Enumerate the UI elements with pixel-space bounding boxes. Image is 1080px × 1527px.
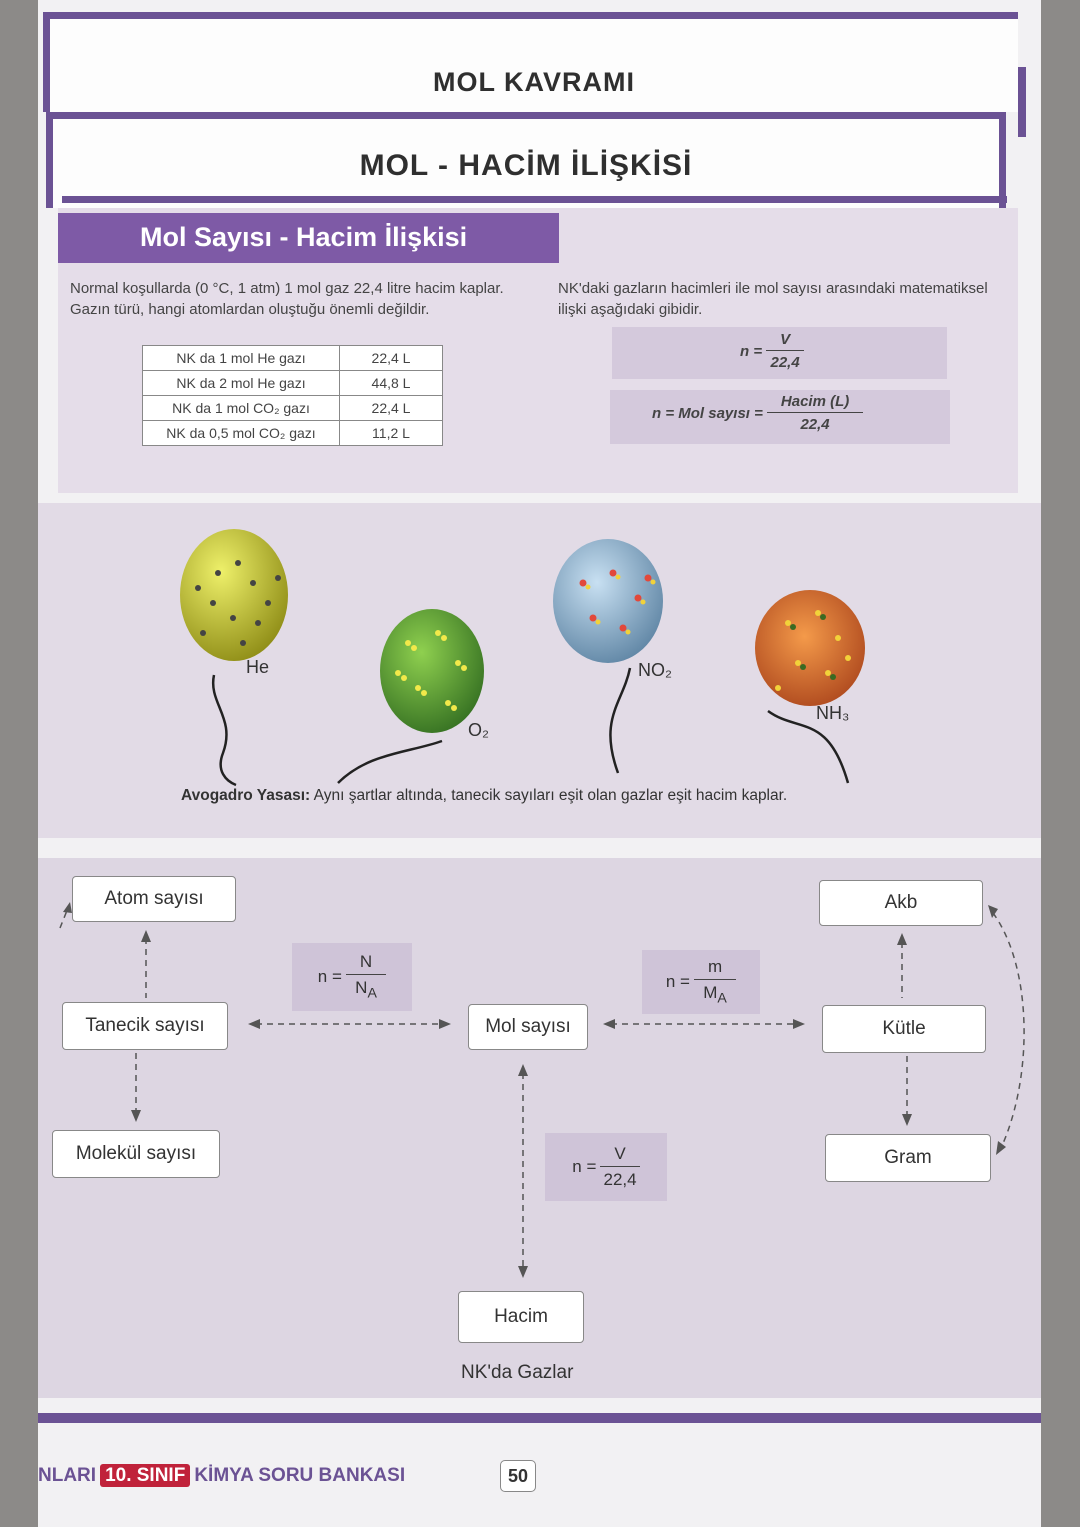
label-no2: NO₂: [638, 660, 672, 680]
balloon-he: [180, 529, 288, 785]
avogadro-law: Avogadro Yasası: Aynı şartlar altında, tanecik sayıları eşit olan gazlar eşit hacim kaplar.: [181, 787, 788, 804]
formula-n-V: n = $\frac{V}{22,4}$: [545, 1133, 667, 1201]
table-row: NK da 1 mol CO₂ gazı 22,4 L: [143, 396, 443, 421]
balloon-o2: [338, 609, 484, 783]
paragraph-right: NK'daki gazların hacimleri ile mol sayısı arasındaki matematiksel ilişki aşağıdaki gibidir.: [558, 280, 988, 318]
table-row: NK da 0,5 mol CO₂ gazı 11,2 L: [143, 421, 443, 446]
node-mol-sayisi: Mol sayısı: [468, 1004, 588, 1050]
header-frame: [43, 12, 1018, 112]
formula-box-1: n = $\frac{V}{22,4}$: [612, 327, 947, 379]
balloon-illustration: [38, 503, 1041, 793]
divider: [62, 196, 1007, 203]
diagram-caption: NK'da Gazlar: [461, 1362, 574, 1383]
page: [38, 0, 1041, 1527]
label-he: He: [246, 657, 270, 677]
formula-n-m: n = $\frac{m}{M_A}$: [642, 950, 760, 1014]
paragraph-left: Normal koşullarda (0 °C, 1 atm) 1 mol gaz 22,4 litre hacim kaplar. Gazın türü, hangi atomlardan oluştuğu önemli değildir.: [70, 280, 504, 318]
node-akb: Akb: [819, 880, 983, 926]
header-title: MOL KAVRAMI: [433, 67, 635, 97]
node-hacim: Hacim: [458, 1291, 584, 1343]
balloon-no2: [553, 539, 663, 773]
section-title-bar: [58, 213, 559, 263]
table-row: NK da 1 mol He gazı 22,4 L: [143, 346, 443, 371]
subheader-frame: [46, 112, 1006, 208]
node-molekul-sayisi: Molekül sayısı: [52, 1130, 220, 1178]
section-title: Mol Sayısı - Hacim İlişkisi: [140, 222, 468, 252]
node-tanecik-sayisi: Tanecik sayısı: [62, 1002, 228, 1050]
footer-divider: [38, 1413, 1041, 1423]
label-nh3: NH₃: [816, 703, 850, 723]
page-title: MOL - HACİM İLİŞKİSİ: [359, 149, 693, 182]
page-number: 50: [500, 1460, 536, 1492]
table-row: NK da 2 mol He gazı 44,8 L: [143, 371, 443, 396]
formula-n-N: n = $\frac{N}{N_A}$: [292, 943, 412, 1011]
footer-book-title: NLARI 10. SINIF KİMYA SORU BANKASI: [38, 1465, 406, 1486]
label-o2: O₂: [468, 720, 489, 740]
grade-badge: 10. SINIF: [100, 1464, 190, 1487]
nk-volume-table: [142, 345, 443, 446]
node-atom-sayisi: Atom sayısı: [72, 876, 236, 922]
formula-box-2: n = Mol sayısı = $\frac{\text{Hacim (L)}}{22,4}$: [610, 390, 950, 444]
node-gram: Gram: [825, 1134, 991, 1182]
node-kutle: Kütle: [822, 1005, 986, 1053]
balloon-nh3: [755, 590, 865, 783]
